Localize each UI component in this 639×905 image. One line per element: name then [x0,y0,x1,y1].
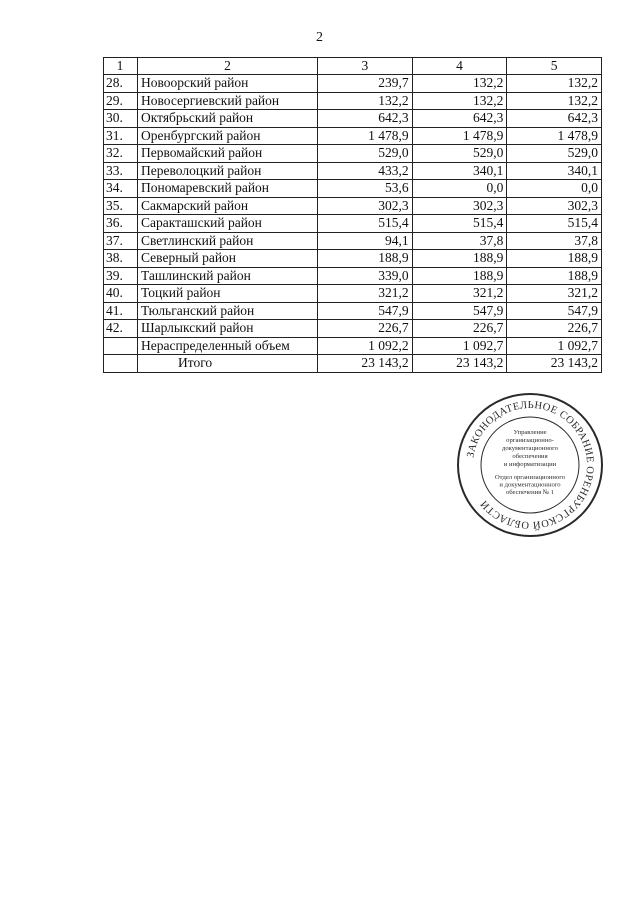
table-row [104,267,602,285]
value-cell-col5: 529,0 [507,145,602,163]
official-stamp [455,391,605,539]
value-cell-col4: 302,3 [412,197,507,215]
table-row [104,110,602,128]
table-row [104,127,602,145]
value-cell-col4: 188,9 [412,250,507,268]
header-cell-4: 4 [412,58,507,75]
value-cell-col4: 547,9 [412,302,507,320]
total-empty-cell [104,355,138,373]
table-row [104,302,602,320]
row-number-cell: 30. [104,110,138,128]
district-name-cell: Переволоцкий район [138,162,318,180]
district-name-cell: Сакмарский район [138,197,318,215]
value-cell-col4: 1 478,9 [412,127,507,145]
row-number-cell: 42. [104,320,138,338]
value-cell-col5: 547,9 [507,302,602,320]
value-cell-col3: 547,9 [318,302,413,320]
row-number-cell: 33. [104,162,138,180]
value-cell-col5: 642,3 [507,110,602,128]
value-cell-col5: 302,3 [507,197,602,215]
header-cell-2: 2 [138,58,318,75]
value-cell-col4: 132,2 [412,92,507,110]
row-number-cell: 36. [104,215,138,233]
value-cell-col3: 226,7 [318,320,413,338]
value-cell-col3: 239,7 [318,75,413,93]
district-name-cell: Шарлыкский район [138,320,318,338]
stamp-line: организационно- [506,437,554,444]
district-name-cell: Оренбургский район [138,127,318,145]
stamp-ring-text: ЗАКОНОДАТЕЛЬНОЕ СОБРАНИЕ ОРЕНБУРГСКОЙ ОБЛАСТИ [465,399,596,531]
value-cell-col3: 321,2 [318,285,413,303]
district-name-cell: Светлинский район [138,232,318,250]
value-cell-col4: 642,3 [412,110,507,128]
table-row [104,162,602,180]
district-name-cell: Первомайский район [138,145,318,163]
table-row [104,285,602,303]
stamp-inner-text [495,429,566,496]
row-number-cell: 32. [104,145,138,163]
total-row [104,355,602,373]
row-number-cell: 34. [104,180,138,198]
value-cell-col3: 94,1 [318,232,413,250]
value-cell-col3: 529,0 [318,145,413,163]
header-cell-3: 3 [318,58,413,75]
table-row [104,180,602,198]
stamp-line: документационного [501,445,559,452]
value-cell-col3: 339,0 [318,267,413,285]
table-row [104,197,602,215]
value-cell-col3: 433,2 [318,162,413,180]
value-cell-col5: 132,2 [507,92,602,110]
value-cell-col4: 321,2 [412,285,507,303]
district-name-cell: Северный район [138,250,318,268]
district-name-cell: Саракташский район [138,215,318,233]
stamp-line: Отдел организационного [494,474,566,481]
total-value-col3: 23 143,2 [318,355,413,373]
value-cell-col3: 642,3 [318,110,413,128]
value-cell-col3: 515,4 [318,215,413,233]
district-name-cell: Новоорский район [138,75,318,93]
value-cell-col3: 53,6 [318,180,413,198]
value-cell-col4: 37,8 [412,232,507,250]
value-cell-col3: 302,3 [318,197,413,215]
table-row [104,92,602,110]
value-cell-col4: 188,9 [412,267,507,285]
table-row [104,145,602,163]
value-cell-col4: 515,4 [412,215,507,233]
row-number-cell: 28. [104,75,138,93]
row-number-cell: 38. [104,250,138,268]
value-cell-col4: 340,1 [412,162,507,180]
budget-table [103,57,602,373]
value-cell-col4: 226,7 [412,320,507,338]
value-cell-col5: 0,0 [507,180,602,198]
value-cell-col3: 188,9 [318,250,413,268]
value-cell-col5: 321,2 [507,285,602,303]
row-number-cell: 29. [104,92,138,110]
stamp-line: обеспечения № 1 [505,489,555,496]
table-row [104,250,602,268]
district-name-cell: Тюльганский район [138,302,318,320]
district-name-cell: Нераспределенный объем [138,337,318,355]
table-row [104,75,602,93]
value-cell-col3: 1 092,2 [318,337,413,355]
row-number-cell: 31. [104,127,138,145]
table-header-row [104,58,602,75]
page-number: 2 [316,30,323,45]
table-row [104,320,602,338]
value-cell-col5: 188,9 [507,267,602,285]
row-number-cell: 35. [104,197,138,215]
stamp-line: и информатизации [503,461,557,468]
total-label-cell: Итого [138,355,318,373]
value-cell-col4: 529,0 [412,145,507,163]
total-value-col4: 23 143,2 [412,355,507,373]
table-row [104,232,602,250]
value-cell-col5: 37,8 [507,232,602,250]
value-cell-col4: 1 092,7 [412,337,507,355]
table-row [104,337,602,355]
total-value-col5: 23 143,2 [507,355,602,373]
value-cell-col5: 1 092,7 [507,337,602,355]
table-row [104,215,602,233]
row-number-cell [104,337,138,355]
row-number-cell: 41. [104,302,138,320]
stamp-line: Управление [513,429,547,436]
district-name-cell: Пономаревский район [138,180,318,198]
value-cell-col5: 515,4 [507,215,602,233]
row-number-cell: 40. [104,285,138,303]
value-cell-col5: 132,2 [507,75,602,93]
district-name-cell: Новосергиевский район [138,92,318,110]
value-cell-col3: 132,2 [318,92,413,110]
value-cell-col5: 1 478,9 [507,127,602,145]
value-cell-col4: 132,2 [412,75,507,93]
stamp-line: и документационного [499,481,561,489]
value-cell-col5: 188,9 [507,250,602,268]
value-cell-col5: 340,1 [507,162,602,180]
district-name-cell: Ташлинский район [138,267,318,285]
district-name-cell: Тоцкий район [138,285,318,303]
row-number-cell: 37. [104,232,138,250]
table-body [104,58,602,373]
header-cell-1: 1 [104,58,138,75]
row-number-cell: 39. [104,267,138,285]
district-name-cell: Октябрьский район [138,110,318,128]
value-cell-col3: 1 478,9 [318,127,413,145]
stamp-line: обеспечения [512,453,548,460]
value-cell-col4: 0,0 [412,180,507,198]
header-cell-5: 5 [507,58,602,75]
value-cell-col5: 226,7 [507,320,602,338]
